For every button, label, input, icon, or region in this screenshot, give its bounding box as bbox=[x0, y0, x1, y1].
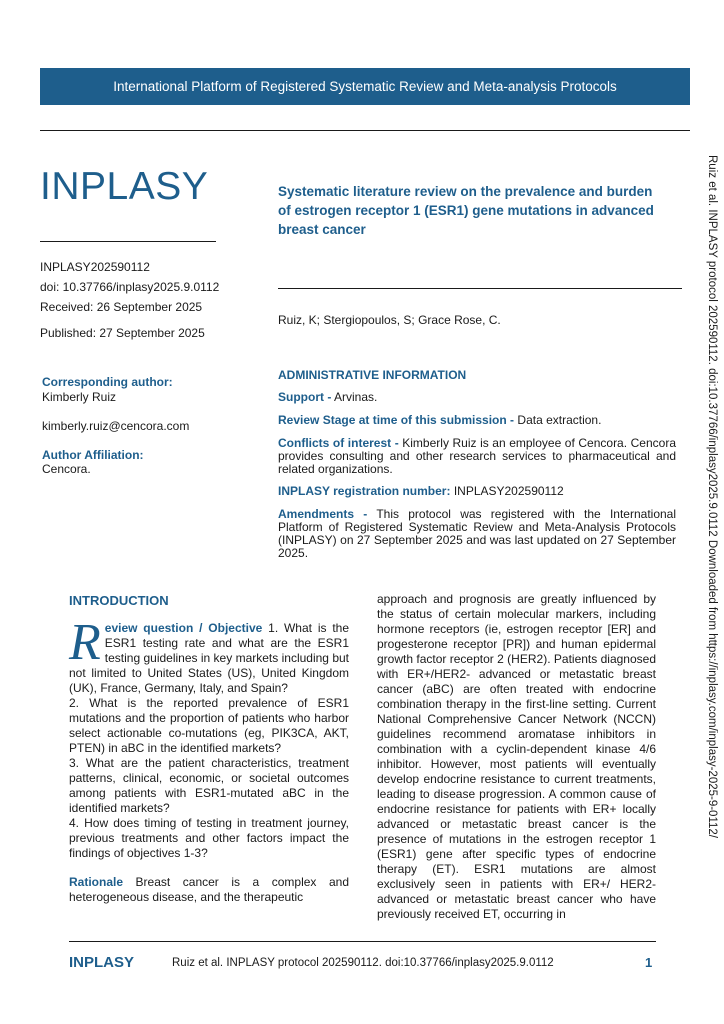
affiliation-label: Author Affiliation: bbox=[42, 448, 144, 462]
admin-stage bbox=[278, 414, 676, 427]
corresponding-email[interactable]: kimberly.ruiz@cencora.com bbox=[42, 419, 190, 433]
admin-support bbox=[278, 391, 676, 404]
authors: Ruiz, K; Stergiopoulos, S; Grace Rose, C. bbox=[278, 313, 501, 327]
review-question bbox=[69, 614, 350, 696]
question-4: 4. How does timing of testing in treatment journey, previous treatments and other factors impact the findings of objectives 1-3? bbox=[69, 816, 349, 860]
amend-text: This protocol was registered with the International Platform of Registered Systematic Review and Meta-Analysis Protocols (INPLASY) on 27 September 2025 and was last updated on 27 September 2025. bbox=[278, 507, 676, 560]
published-date: Published: 27 September 2025 bbox=[40, 326, 205, 340]
brand-logo: INPLASY bbox=[40, 165, 209, 208]
received-date: Received: 26 September 2025 bbox=[40, 300, 203, 314]
brand-rule bbox=[40, 241, 216, 242]
support-text: Arvinas. bbox=[331, 390, 378, 404]
corresponding-label: Corresponding author: bbox=[42, 375, 173, 389]
conflicts-label: Conflicts of interest - bbox=[278, 436, 399, 450]
corresponding-name: Kimberly Ruiz bbox=[42, 390, 117, 404]
footer-brand: INPLASY bbox=[69, 954, 135, 971]
header-banner: International Platform of Registered Systematic Review and Meta-analysis Protocols bbox=[40, 68, 690, 105]
question-2: 2. What is the reported prevalence of ESR1 mutations and the proportion of patients who harbor select actionable co-mutations (eg, PIK3CA, AKT, PTEN) in aBC in the identified markets? bbox=[69, 696, 349, 755]
stage-label: Review Stage at time of this submission - bbox=[278, 413, 515, 427]
question-3: 3. What are the patient characteristics, treatment patterns, clinical, economic, or societal outcomes among patients with ESR1-mutated aBC in the identified markets? bbox=[69, 756, 349, 815]
rationale bbox=[69, 875, 349, 905]
support-label: Support - bbox=[278, 390, 332, 404]
side-citation-text[interactable]: Ruiz et al. INPLASY protocol 202590112. doi:10.37766/inplasy2025.9.0112 Downloaded from https://inplasy.com/inplasy-2025-9-0112/ bbox=[706, 155, 718, 838]
regnum-label: INPLASY registration number: bbox=[278, 484, 451, 498]
doi: doi: 10.37766/inplasy2025.9.0112 bbox=[40, 280, 220, 294]
page-number: 1 bbox=[645, 955, 653, 970]
review-question-label: eview question / Objective bbox=[104, 621, 263, 635]
header-rule bbox=[40, 130, 690, 131]
affiliation: Cencora. bbox=[42, 462, 91, 476]
intro-column-left bbox=[69, 614, 350, 905]
admin-amendments bbox=[278, 508, 676, 560]
footer-citation: Ruiz et al. INPLASY protocol 202590112. doi:10.37766/inplasy2025.9.0112 bbox=[172, 957, 554, 969]
side-citation bbox=[702, 155, 720, 890]
intro-column-right: approach and prognosis are greatly influenced by the status of certain molecular markers, including hormone receptors (ie, estrogen receptor [ER] and progesterone receptor [PR]) and human epidermal growth factor receptor 2 (HER2). Patients diagnosed with ER+/HER2- advanced or metastatic breast cancer (aBC) are often treated with endocrine combination therapy in the first-line setting. Current National Comprehensive Cancer Network (NCCN) guidelines recommend aromatase inhibitors in combination with a cyclin-dependent kinase 4/6 inhibitor. However, most patients will eventually develop endocrine resistance to current treatments, leading to disease progression. A common cause of endocrine resistance for patients with ER+ locally advanced or metastatic breast cancer is the presence of mutations in the estrogen receptor 1 (ESR1) gene after specific types of endocrine therapy (ET). ESR1 mutations are almost exclusively seen in patients with ER+/ HER2- advanced or metastatic breast cancer who have previously received ET, occurring in bbox=[377, 592, 656, 921]
question-1: 1. What is the ESR1 testing rate and what are the ESR1 testing guidelines in key markets including but not limited to United States (US), United Kingdom (UK), France, Germany, Italy, and Spain? bbox=[69, 621, 350, 695]
title-rule bbox=[278, 288, 682, 289]
registration-id: INPLASY202590112 bbox=[40, 260, 150, 274]
introduction-heading: INTRODUCTION bbox=[69, 593, 169, 608]
regnum-text: INPLASY202590112 bbox=[450, 484, 564, 498]
stage-text: Data extraction. bbox=[514, 413, 602, 427]
admin-conflicts bbox=[278, 437, 676, 476]
footer-rule bbox=[69, 941, 656, 942]
admin-heading: ADMINISTRATIVE INFORMATION bbox=[278, 368, 467, 382]
rationale-label: Rationale bbox=[69, 875, 124, 889]
conflicts-text: Kimberly Ruiz is an employee of Cencora. Cencora provides consulting and other research services to pharmaceutical and related organizations. bbox=[278, 436, 676, 476]
paper-title: Systematic literature review on the prevalence and burden of estrogen receptor 1 (ESR1) gene mutations in advanced breast cancer bbox=[278, 184, 654, 237]
dropcap-letter: R bbox=[69, 614, 101, 671]
rationale-text: Breast cancer is a complex and heterogeneous disease, and the therapeutic bbox=[69, 875, 349, 904]
amend-label: Amendments - bbox=[278, 507, 368, 521]
admin-regnum bbox=[278, 485, 676, 498]
